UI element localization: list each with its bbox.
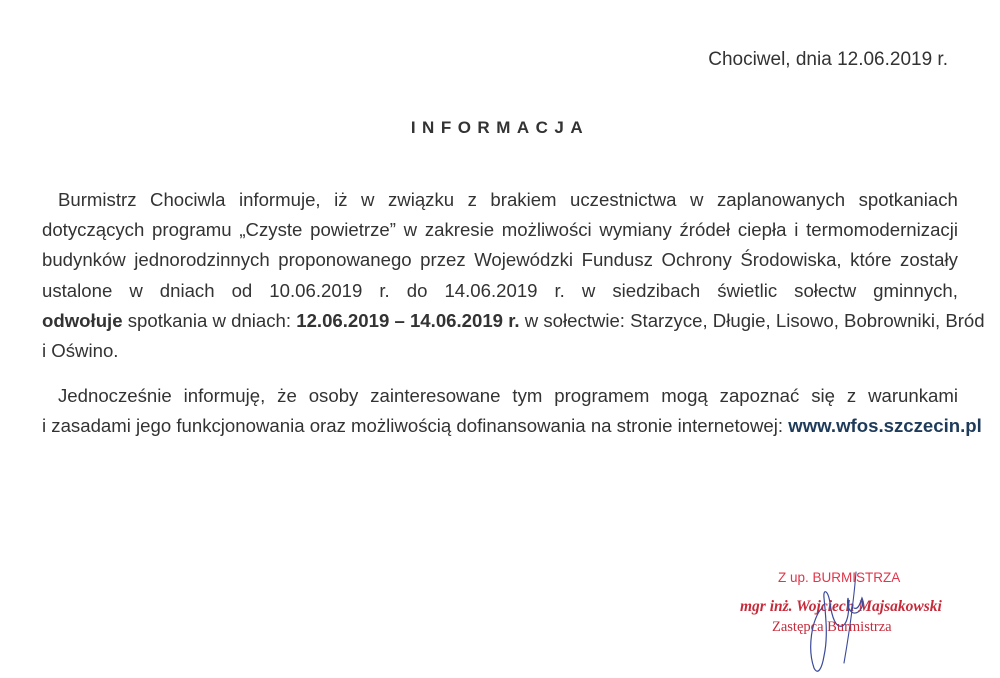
word: termomodernizacji — [806, 219, 958, 241]
word: w — [361, 189, 375, 210]
word: zaplanowanych — [716, 189, 846, 210]
paragraph-announcement — [42, 185, 985, 366]
word: osoby — [308, 385, 359, 406]
wfos-website-link[interactable]: www.wfos.szczecin.pl — [788, 415, 982, 437]
paragraph1-line3 — [42, 245, 958, 275]
word: programu — [152, 219, 232, 241]
word: ustalone — [42, 279, 113, 301]
text-meetings-dates-intro: spotkania w dniach: — [122, 309, 297, 331]
word: Środowiska, — [740, 249, 842, 271]
word: programem — [554, 385, 650, 406]
paragraph-website-info — [42, 381, 982, 441]
word: wymiany — [599, 219, 672, 241]
word: się — [811, 385, 835, 406]
word: ciepła — [737, 219, 787, 241]
stamp-on-behalf: Z up. BURMISTRZA — [778, 570, 901, 585]
word: informuję, — [183, 385, 266, 406]
word: uczestnictwa — [570, 189, 677, 210]
word: dniach — [159, 279, 215, 301]
word: Jednocześnie — [58, 385, 172, 406]
word: w — [581, 279, 596, 301]
word: źródeł — [679, 219, 731, 241]
word: zapoznać — [719, 385, 800, 406]
word: możliwości — [501, 219, 592, 241]
word: jednorodzinnych — [134, 249, 270, 271]
line-words — [42, 276, 958, 306]
word: w — [403, 219, 418, 241]
word: 10.06.2019 — [269, 279, 363, 301]
paragraph1-line5 — [42, 306, 985, 336]
word: zakresie — [424, 219, 495, 241]
word: z — [467, 189, 477, 210]
word: siedzibach — [612, 279, 701, 301]
word: przez — [420, 249, 466, 271]
word: brakiem — [490, 189, 557, 210]
word: powietrze” — [310, 219, 396, 241]
paragraph1-line1 — [42, 185, 958, 215]
word: Ochrony — [661, 249, 732, 271]
word: informuje, — [238, 189, 321, 210]
paragraph2-line2 — [42, 411, 982, 441]
word: „Czyste — [239, 219, 303, 241]
word: i — [794, 219, 799, 241]
paragraph1-line4 — [42, 276, 958, 306]
word: w — [690, 189, 704, 210]
word: że — [277, 385, 297, 406]
word: r. — [554, 279, 565, 301]
word: do — [406, 279, 428, 301]
word: w — [129, 279, 143, 301]
handwritten-signature-icon — [792, 568, 882, 678]
word: które — [850, 249, 892, 271]
line-words — [42, 215, 958, 245]
word: od — [231, 279, 253, 301]
word: świetlic — [717, 279, 778, 301]
document-title: INFORMACJA — [410, 118, 590, 137]
word: sołectw — [794, 279, 857, 301]
word: zostały — [900, 249, 958, 271]
word: spotkaniach — [858, 189, 958, 210]
word: Chociwla — [150, 189, 226, 210]
word: warunkami — [868, 385, 958, 406]
line-words — [42, 245, 958, 275]
stamp-signatory-role: Zastępca Burmistrza — [772, 619, 892, 635]
stamp-signatory-name: mgr inż. Wojciech Majsakowski — [740, 598, 942, 615]
word: Burmistrz — [58, 189, 137, 210]
word: tym — [512, 385, 543, 406]
word: mogą — [661, 385, 708, 406]
website-intro-text: i zasadami jego funkcjonowania oraz możliwością dofinansowania na stronie internetowej: — [42, 415, 789, 437]
villages-list: w sołectwie: Starzyce, Długie, Lisowo, Bobrowniki, Bród — [519, 309, 985, 331]
paragraph1-line6: i Oświno. — [42, 340, 119, 362]
cancels-keyword: odwołuje — [42, 309, 123, 331]
word: związku — [387, 189, 455, 210]
line-words — [42, 185, 958, 215]
place-and-date: Chociwel, dnia 12.06.2019 r. — [708, 49, 948, 70]
word: Wojewódzki — [474, 249, 574, 271]
paragraph2-line1 — [42, 381, 958, 411]
cancelled-dates: 12.06.2019 – 14.06.2019 r. — [296, 309, 520, 331]
word: proponowanego — [278, 249, 412, 271]
word: 14.06.2019 — [444, 279, 538, 301]
word: budynków — [42, 249, 126, 271]
word: zainteresowane — [370, 385, 501, 406]
word: z — [846, 385, 857, 406]
word: iż — [334, 189, 348, 210]
line-words — [42, 381, 958, 411]
word: r. — [379, 279, 390, 301]
word: dotyczących — [42, 219, 145, 241]
paragraph1-line2 — [42, 215, 958, 245]
word: gminnych, — [873, 279, 958, 301]
word: Fundusz — [581, 249, 653, 271]
